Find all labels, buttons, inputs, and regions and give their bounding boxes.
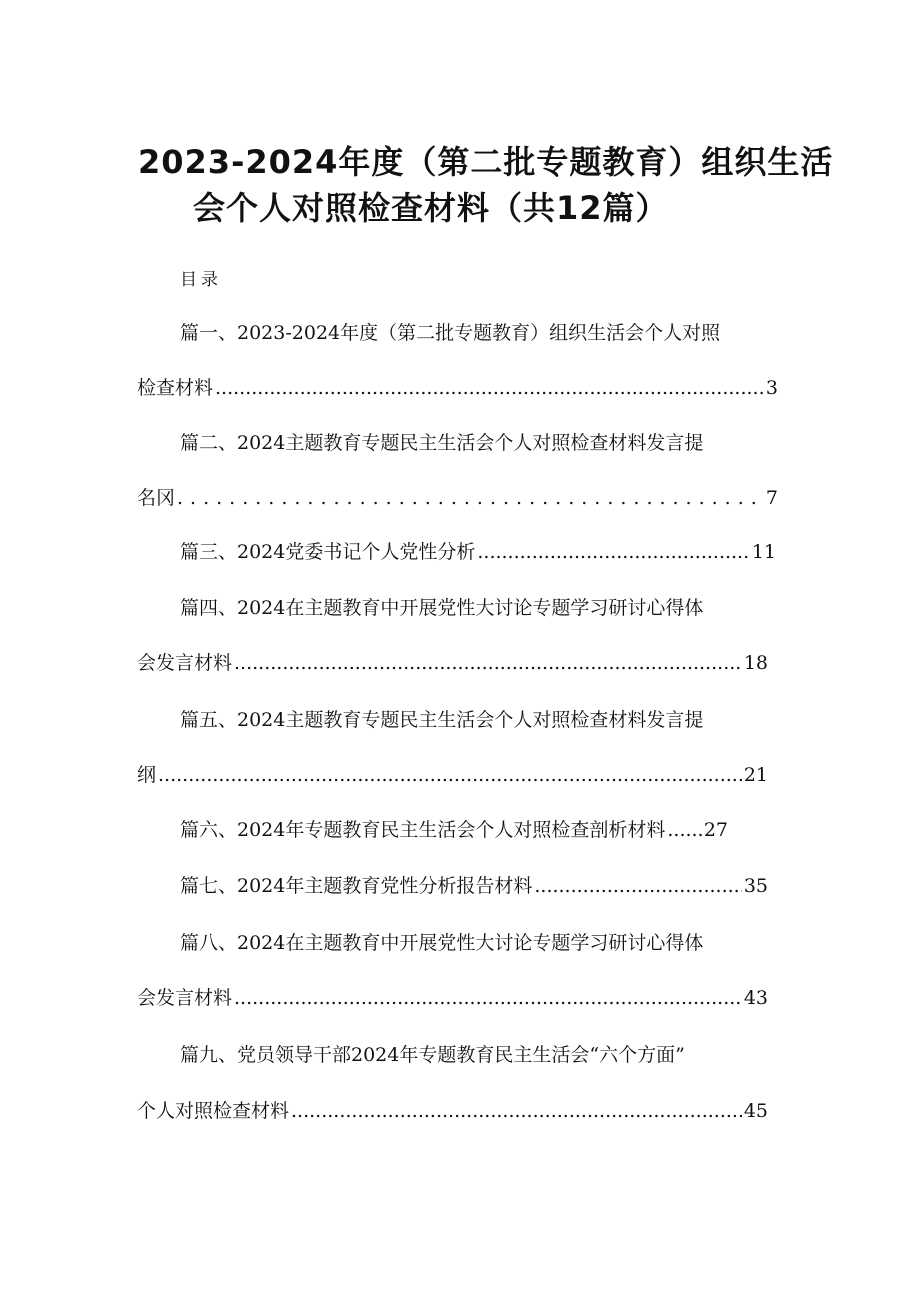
toc-entry-2-title: 篇二、2024主题教育专题民主生活会个人对照检查材料发言提 [180,432,704,454]
toc-entry-1-title-cont: 检查材料 [137,377,214,399]
toc-entry-5-title-cont: 纲 [137,764,157,786]
toc-entry-2-title-cont: 名冈 [137,487,176,509]
toc-entry-3[interactable] [180,537,776,567]
dot-leader [215,373,764,403]
document-title-line-2: 会个人对照检查材料（共12篇） [193,189,669,227]
toc-entry-5-page: 21 [743,764,768,786]
toc-entry-4-page: 18 [743,652,768,674]
toc-entry-4-title: 篇四、2024在主题教育中开展党性大讨论专题学习研讨心得体 [180,597,704,619]
toc-entry-9-page: 45 [743,1100,768,1122]
toc-entry-5[interactable] [137,760,768,790]
toc-entry-6-page: 27 [703,819,728,841]
toc-entry-7-title: 篇七、2024年主题教育党性分析报告材料 [180,875,533,897]
toc-entry-9-title: 篇九、党员领导干部2024年专题教育民主生活会“六个方面” [180,1044,685,1066]
toc-heading: 目录 [180,270,222,290]
toc-entry-8-page: 43 [743,987,768,1009]
toc-entry-8-title: 篇八、2024在主题教育中开展党性大讨论专题学习研讨心得体 [180,932,704,954]
dot-leader [234,648,742,678]
toc-entry-9[interactable] [137,1096,768,1126]
toc-entry-8-title-cont: 会发言材料 [137,987,233,1009]
dot-leader [534,871,741,901]
dot-leader [177,483,764,513]
toc-entry-7-page: 35 [743,875,768,897]
toc-entry-3-page: 11 [751,541,776,563]
toc-entry-1[interactable] [137,373,778,403]
dot-leader [477,537,749,567]
toc-entry-1-title: 篇一、2023-2024年度（第二批专题教育）组织生活会个人对照 [180,322,721,344]
toc-entry-7[interactable] [180,871,768,901]
dot-leader [158,760,742,790]
toc-entry-6-title: 篇六、2024年专题教育民主生活会个人对照检查剖析材料 [180,819,666,841]
document-title-line-1: 2023-2024年度（第二批专题教育）组织生活 [138,143,834,181]
dot-leader [667,815,701,845]
toc-entry-8[interactable] [137,983,768,1013]
toc-entry-2-page: 7 [765,487,778,509]
toc-entry-4-title-cont: 会发言材料 [137,652,233,674]
dot-leader [234,983,742,1013]
toc-entry-2[interactable] [137,483,778,513]
toc-entry-4[interactable] [137,648,768,678]
toc-entry-6[interactable] [180,815,728,845]
toc-entry-5-title: 篇五、2024主题教育专题民主生活会个人对照检查材料发言提 [180,709,704,731]
toc-entry-9-title-cont: 个人对照检查材料 [137,1100,290,1122]
toc-entry-3-title: 篇三、2024党委书记个人党性分析 [180,541,476,563]
toc-entry-1-page: 3 [765,377,778,399]
dot-leader [291,1096,742,1126]
